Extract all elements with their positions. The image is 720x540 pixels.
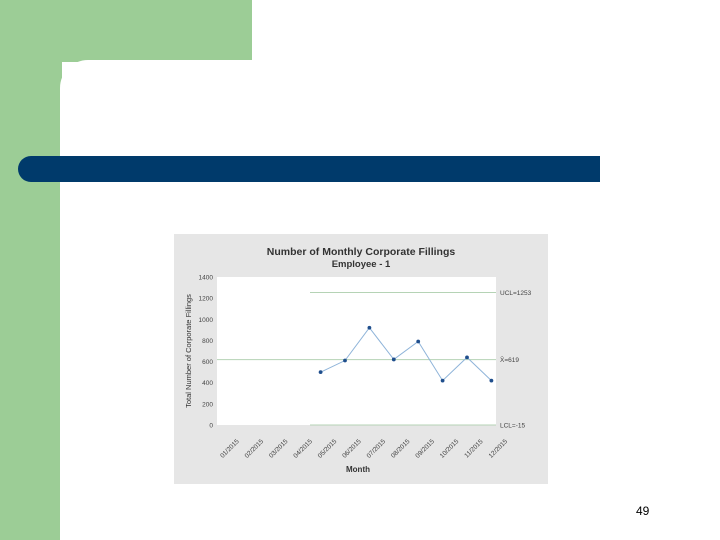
- y-tick-label: 400: [202, 380, 213, 388]
- control-chart-svg: [174, 234, 548, 484]
- x-tick-label: 03/2015: [267, 438, 290, 460]
- green-accent-left: [0, 0, 62, 540]
- y-tick-label: 1200: [198, 295, 213, 303]
- control-chart: [174, 234, 548, 484]
- y-tick-label: 200: [202, 401, 213, 409]
- data-point: [490, 379, 494, 383]
- y-axis-label: Total Number of Corporate Fillings: [184, 294, 193, 408]
- y-tick-label: 600: [202, 359, 213, 367]
- x-tick-label: 09/2015: [414, 438, 436, 460]
- x-tick-label: 08/2015: [389, 438, 412, 460]
- y-tick-label: 1000: [198, 316, 213, 324]
- control-limit-label: LCL=-15: [500, 422, 526, 430]
- data-point: [392, 358, 396, 362]
- y-tick-label: 800: [202, 337, 213, 345]
- slide-title-bar: [18, 156, 600, 182]
- y-tick-label: 0: [209, 422, 213, 430]
- page-number: 49: [636, 504, 650, 518]
- control-limit-label: X̄=619: [500, 357, 519, 365]
- data-point: [368, 326, 372, 330]
- x-tick-label: 10/2015: [438, 438, 461, 460]
- plot-area: [217, 277, 496, 425]
- x-tick-label: 07/2015: [365, 438, 388, 460]
- x-tick-label: 06/2015: [341, 438, 363, 460]
- data-point: [416, 340, 420, 344]
- data-point: [441, 379, 445, 383]
- data-point: [319, 370, 323, 374]
- x-tick-label: 04/2015: [292, 438, 314, 460]
- x-tick-label: 02/2015: [243, 438, 266, 460]
- data-point: [343, 359, 347, 363]
- x-tick-label: 01/2015: [219, 438, 241, 460]
- x-tick-label: 11/2015: [463, 438, 485, 460]
- chart-title: Number of Monthly Corporate Fillings: [266, 246, 456, 258]
- x-axis-label: Month: [346, 465, 370, 474]
- chart-subtitle: Employee - 1: [331, 259, 391, 270]
- x-tick-label: 12/2015: [487, 438, 510, 460]
- control-limit-label: UCL=1253: [500, 290, 532, 298]
- y-tick-label: 1400: [198, 274, 213, 282]
- x-tick-label: 05/2015: [316, 438, 339, 460]
- data-point: [465, 355, 469, 359]
